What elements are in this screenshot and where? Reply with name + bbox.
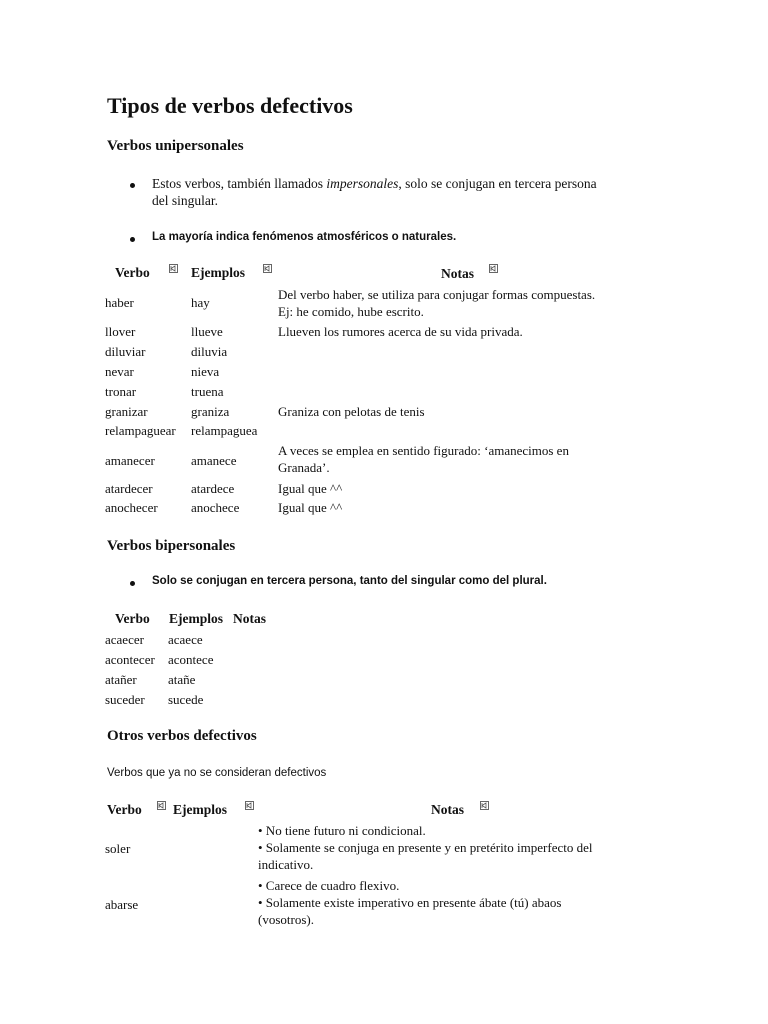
table3-header-verbo: Verbo bbox=[107, 802, 142, 817]
cell-ejemplo: acaece bbox=[168, 632, 203, 647]
sort-icon[interactable] bbox=[480, 801, 489, 810]
cell-notas: Igual que ^^ bbox=[278, 500, 343, 515]
cell-notas: Igual que ^^ bbox=[278, 481, 343, 496]
cell-notas: A veces se emplea en sentido figurado: ‘amanecimos en Granada’. bbox=[278, 443, 569, 475]
cell-verbo: amanecer bbox=[105, 453, 155, 468]
bullet-dot bbox=[130, 183, 135, 188]
cell-verbo: haber bbox=[105, 295, 134, 310]
sort-icon[interactable] bbox=[245, 801, 254, 810]
cell-ejemplo: diluvia bbox=[191, 344, 228, 359]
table2-header-verbo: Verbo bbox=[115, 611, 150, 626]
bullet-dot bbox=[130, 581, 135, 586]
table3-header-ejemplos: Ejemplos bbox=[173, 802, 227, 817]
cell-ejemplo: llueve bbox=[191, 324, 223, 339]
cell-notas: Del verbo haber, se utiliza para conjugar formas compuestas. Ej: he comido, hube escrito. bbox=[278, 287, 596, 319]
cell-verbo: acaecer bbox=[105, 632, 144, 647]
cell-ejemplo: anochece bbox=[191, 500, 240, 515]
table1-header-notas: Notas bbox=[441, 266, 474, 281]
section-heading-unipersonales: Verbos unipersonales bbox=[107, 138, 244, 154]
bullet-text-bipersonales: Solo se conjugan en tercera persona, tanto del singular como del plural. bbox=[152, 575, 547, 587]
table1-header-verbo: Verbo bbox=[115, 265, 150, 280]
cell-ejemplo: nieva bbox=[191, 364, 220, 379]
cell-verbo: soler bbox=[105, 841, 131, 856]
cell-notas: Graniza con pelotas de tenis bbox=[278, 404, 425, 419]
bullet-text-unipersonales-2: La mayoría indica fenómenos atmosféricos o naturales. bbox=[152, 231, 457, 243]
page-title: Tipos de verbos defectivos bbox=[107, 93, 353, 118]
cell-verbo: anochecer bbox=[105, 500, 158, 515]
cell-ejemplo: atardece bbox=[191, 481, 235, 496]
cell-ejemplo: amanece bbox=[191, 453, 237, 468]
table2-header-notas: Notas bbox=[233, 611, 266, 626]
cell-verbo: llover bbox=[105, 324, 136, 339]
section-heading-bipersonales: Verbos bipersonales bbox=[107, 538, 236, 554]
cell-verbo: abarse bbox=[105, 897, 139, 912]
cell-verbo: nevar bbox=[105, 364, 134, 379]
section-subheading: Verbos que ya no se consideran defectivos bbox=[107, 767, 327, 779]
table2-header-ejemplos: Ejemplos bbox=[169, 611, 223, 626]
sort-icon[interactable] bbox=[489, 264, 498, 273]
cell-ejemplo: truena bbox=[191, 384, 224, 399]
cell-verbo: suceder bbox=[105, 692, 145, 707]
cell-notas: • No tiene futuro ni condicional. • Solamente se conjuga en presente y en pretérito imperfecto del indicativo. bbox=[258, 823, 593, 872]
cell-verbo: atañer bbox=[105, 672, 137, 687]
cell-ejemplo: graniza bbox=[191, 404, 230, 419]
cell-verbo: diluviar bbox=[105, 344, 146, 359]
cell-verbo: tronar bbox=[105, 384, 137, 399]
cell-notas: Llueven los rumores acerca de su vida privada. bbox=[278, 324, 523, 339]
section-heading-otros: Otros verbos defectivos bbox=[107, 728, 257, 744]
cell-ejemplo: acontece bbox=[168, 652, 214, 667]
sort-icon[interactable] bbox=[157, 801, 166, 810]
cell-verbo: acontecer bbox=[105, 652, 155, 667]
cell-verbo: atardecer bbox=[105, 481, 153, 496]
bullet-text-unipersonales-1: Estos verbos, también llamados impersonales, solo se conjugan en tercera persona del singular. bbox=[152, 176, 597, 208]
cell-verbo: relampaguear bbox=[105, 423, 176, 438]
cell-verbo: granizar bbox=[105, 404, 148, 419]
cell-ejemplo: relampaguea bbox=[191, 423, 258, 438]
cell-ejemplo: sucede bbox=[168, 692, 204, 707]
table-row bbox=[105, 294, 134, 311]
sort-icon[interactable] bbox=[263, 264, 272, 273]
bullet-dot bbox=[130, 237, 135, 242]
cell-ejemplo: atañe bbox=[168, 672, 196, 687]
cell-notas: • Carece de cuadro flexivo. • Solamente existe imperativo en presente ábate (tú) abaos (vosotros). bbox=[258, 878, 562, 927]
table3-header-notas: Notas bbox=[431, 802, 464, 817]
sort-icon[interactable] bbox=[169, 264, 178, 273]
cell-ejemplo: hay bbox=[191, 295, 210, 310]
table1-header-ejemplos: Ejemplos bbox=[191, 265, 245, 280]
